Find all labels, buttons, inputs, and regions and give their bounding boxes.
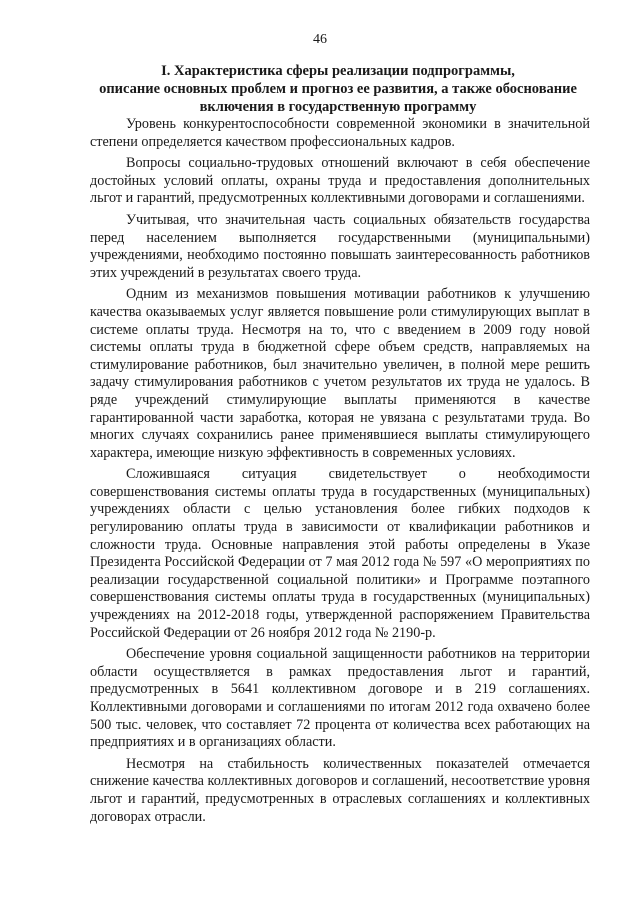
body-text — [90, 116, 590, 830]
page-number: 46 — [313, 32, 327, 47]
paragraph: Сложившаяся ситуация свидетельствует о необходимости совершенствования системы оплаты труда в государственных (муниципальных) учреждениях области с целью установления более гибких подходов к регулированию оплаты труда в зависимости от квалификации работников и сложности труда. Основные направления этой работы определены в Указе Президента Российской Федерации от 7 мая 2012 года № 597 «О мероприятиях по реализации государственной социальной политики» и Программе поэтапного совершенствования системы оплаты труда в государственных (муниципальных) учреждениях на 2012-2018 годы, утвержденной распоряжением Правительства Российской Федерации от 26 ноября 2012 года № 2190-р. — [90, 466, 590, 641]
paragraph: Уровень конкурентоспособности современной экономики в значительной степени определяется качеством профессиональных кадров. — [90, 116, 590, 150]
paragraph: Учитывая, что значительная часть социальных обязательств государства перед населением выполняется государственными (муниципальными) учреждениями, необходимо постоянно повышать заинтересованность работников этих учреждений в результатах своего труда. — [90, 211, 590, 281]
paragraph: Несмотря на стабильность количественных показателей отмечается снижение качества коллективных договоров и соглашений, несоответствие уровня льгот и гарантий, предусмотренных в отраслевых соглашениях и коллективных договорах отрасли. — [90, 755, 590, 825]
paragraph: Обеспечение уровня социальной защищенности работников на территории области осуществляется в рамках предоставления льгот и гарантий, предусмотренных в 5641 коллективном договоре и в 219 соглашениях. Коллективными договорами и соглашениями по итогам 2012 года охвачено более 500 тыс. человек, что составляет 72 процента от количества всех работающих на предприятиях и в организациях области. — [90, 646, 590, 751]
section-heading-line-3: включения в государственную программу — [199, 99, 477, 115]
paragraph: Вопросы социально-трудовых отношений включают в себя обеспечение достойных условий оплаты, охраны труда и предоставления дополнительных льгот и гарантий, предусмотренных коллективными договорами и соглашениями. — [90, 155, 590, 207]
section-heading — [88, 62, 588, 116]
section-heading-line-1: I. Характеристика сферы реализации подпрограммы, — [161, 63, 515, 79]
section-heading-line-2: описание основных проблем и прогноз ее развития, а также обоснование — [99, 81, 577, 97]
paragraph: Одним из механизмов повышения мотивации работников к улучшению качества оказываемых услуг является повышение роли стимулирующих выплат в системе оплаты труда. Несмотря на то, что с введением в 2009 году новой системы оплаты труда в бюджетной сфере объем средств, направляемых на стимулирование работников, был значительно увеличен, в полной мере решить задачу стимулирования работников с учетом результатов их труда не удалось. В ряде учреждений стимулирующие выплаты применяются в качестве гарантированной части заработка, которая не увязана с результатами труда. Во многих случаях сохранились ранее применявшиеся выплаты стимулирующего характера, имеющие низкую эффективность в современных условиях. — [90, 286, 590, 461]
